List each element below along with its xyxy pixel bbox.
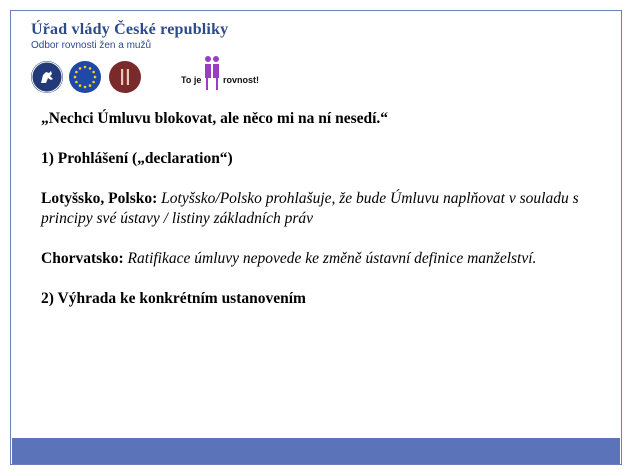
header bbox=[31, 21, 228, 51]
footer-bar bbox=[12, 438, 620, 464]
emblem-logo-icon bbox=[109, 61, 141, 93]
croatia-paragraph bbox=[41, 249, 601, 269]
latvia-poland-paragraph bbox=[41, 189, 601, 229]
campaign-suffix: rovnost! bbox=[223, 75, 259, 85]
org-subtitle: Odbor rovnosti žen a mužů bbox=[31, 40, 152, 51]
section1-heading: 1) Prohlášení („declaration“) bbox=[41, 150, 233, 167]
latvia-poland-label: Lotyšsko, Polsko: bbox=[41, 190, 158, 207]
czech-lion-logo-icon bbox=[31, 61, 63, 93]
equality-figures-icon bbox=[203, 55, 221, 91]
croatia-text: Ratifikace úmluvy nepovede ke změně ústavní definice manželství. bbox=[127, 250, 537, 267]
eu-stars-logo-icon bbox=[69, 61, 101, 93]
org-title: Úřad vlády České republiky bbox=[31, 21, 229, 38]
latvia-poland-text: Lotyšsko/Polsko prohlašuje, že bude Úmluvu naplňovat v souladu s principy své ústavy / listiny základních práv bbox=[41, 190, 579, 227]
to-je-rovnost-logo bbox=[181, 55, 271, 95]
slide-content bbox=[41, 109, 601, 329]
campaign-prefix: To je bbox=[181, 75, 202, 85]
croatia-label: Chorvatsko: bbox=[41, 250, 124, 267]
slide bbox=[10, 10, 622, 465]
quote-heading: „Nechci Úmluvu blokovat, ale něco mi na ní nesedí.“ bbox=[41, 110, 389, 127]
section2-heading: 2) Výhrada ke konkrétním ustanovením bbox=[41, 290, 306, 307]
